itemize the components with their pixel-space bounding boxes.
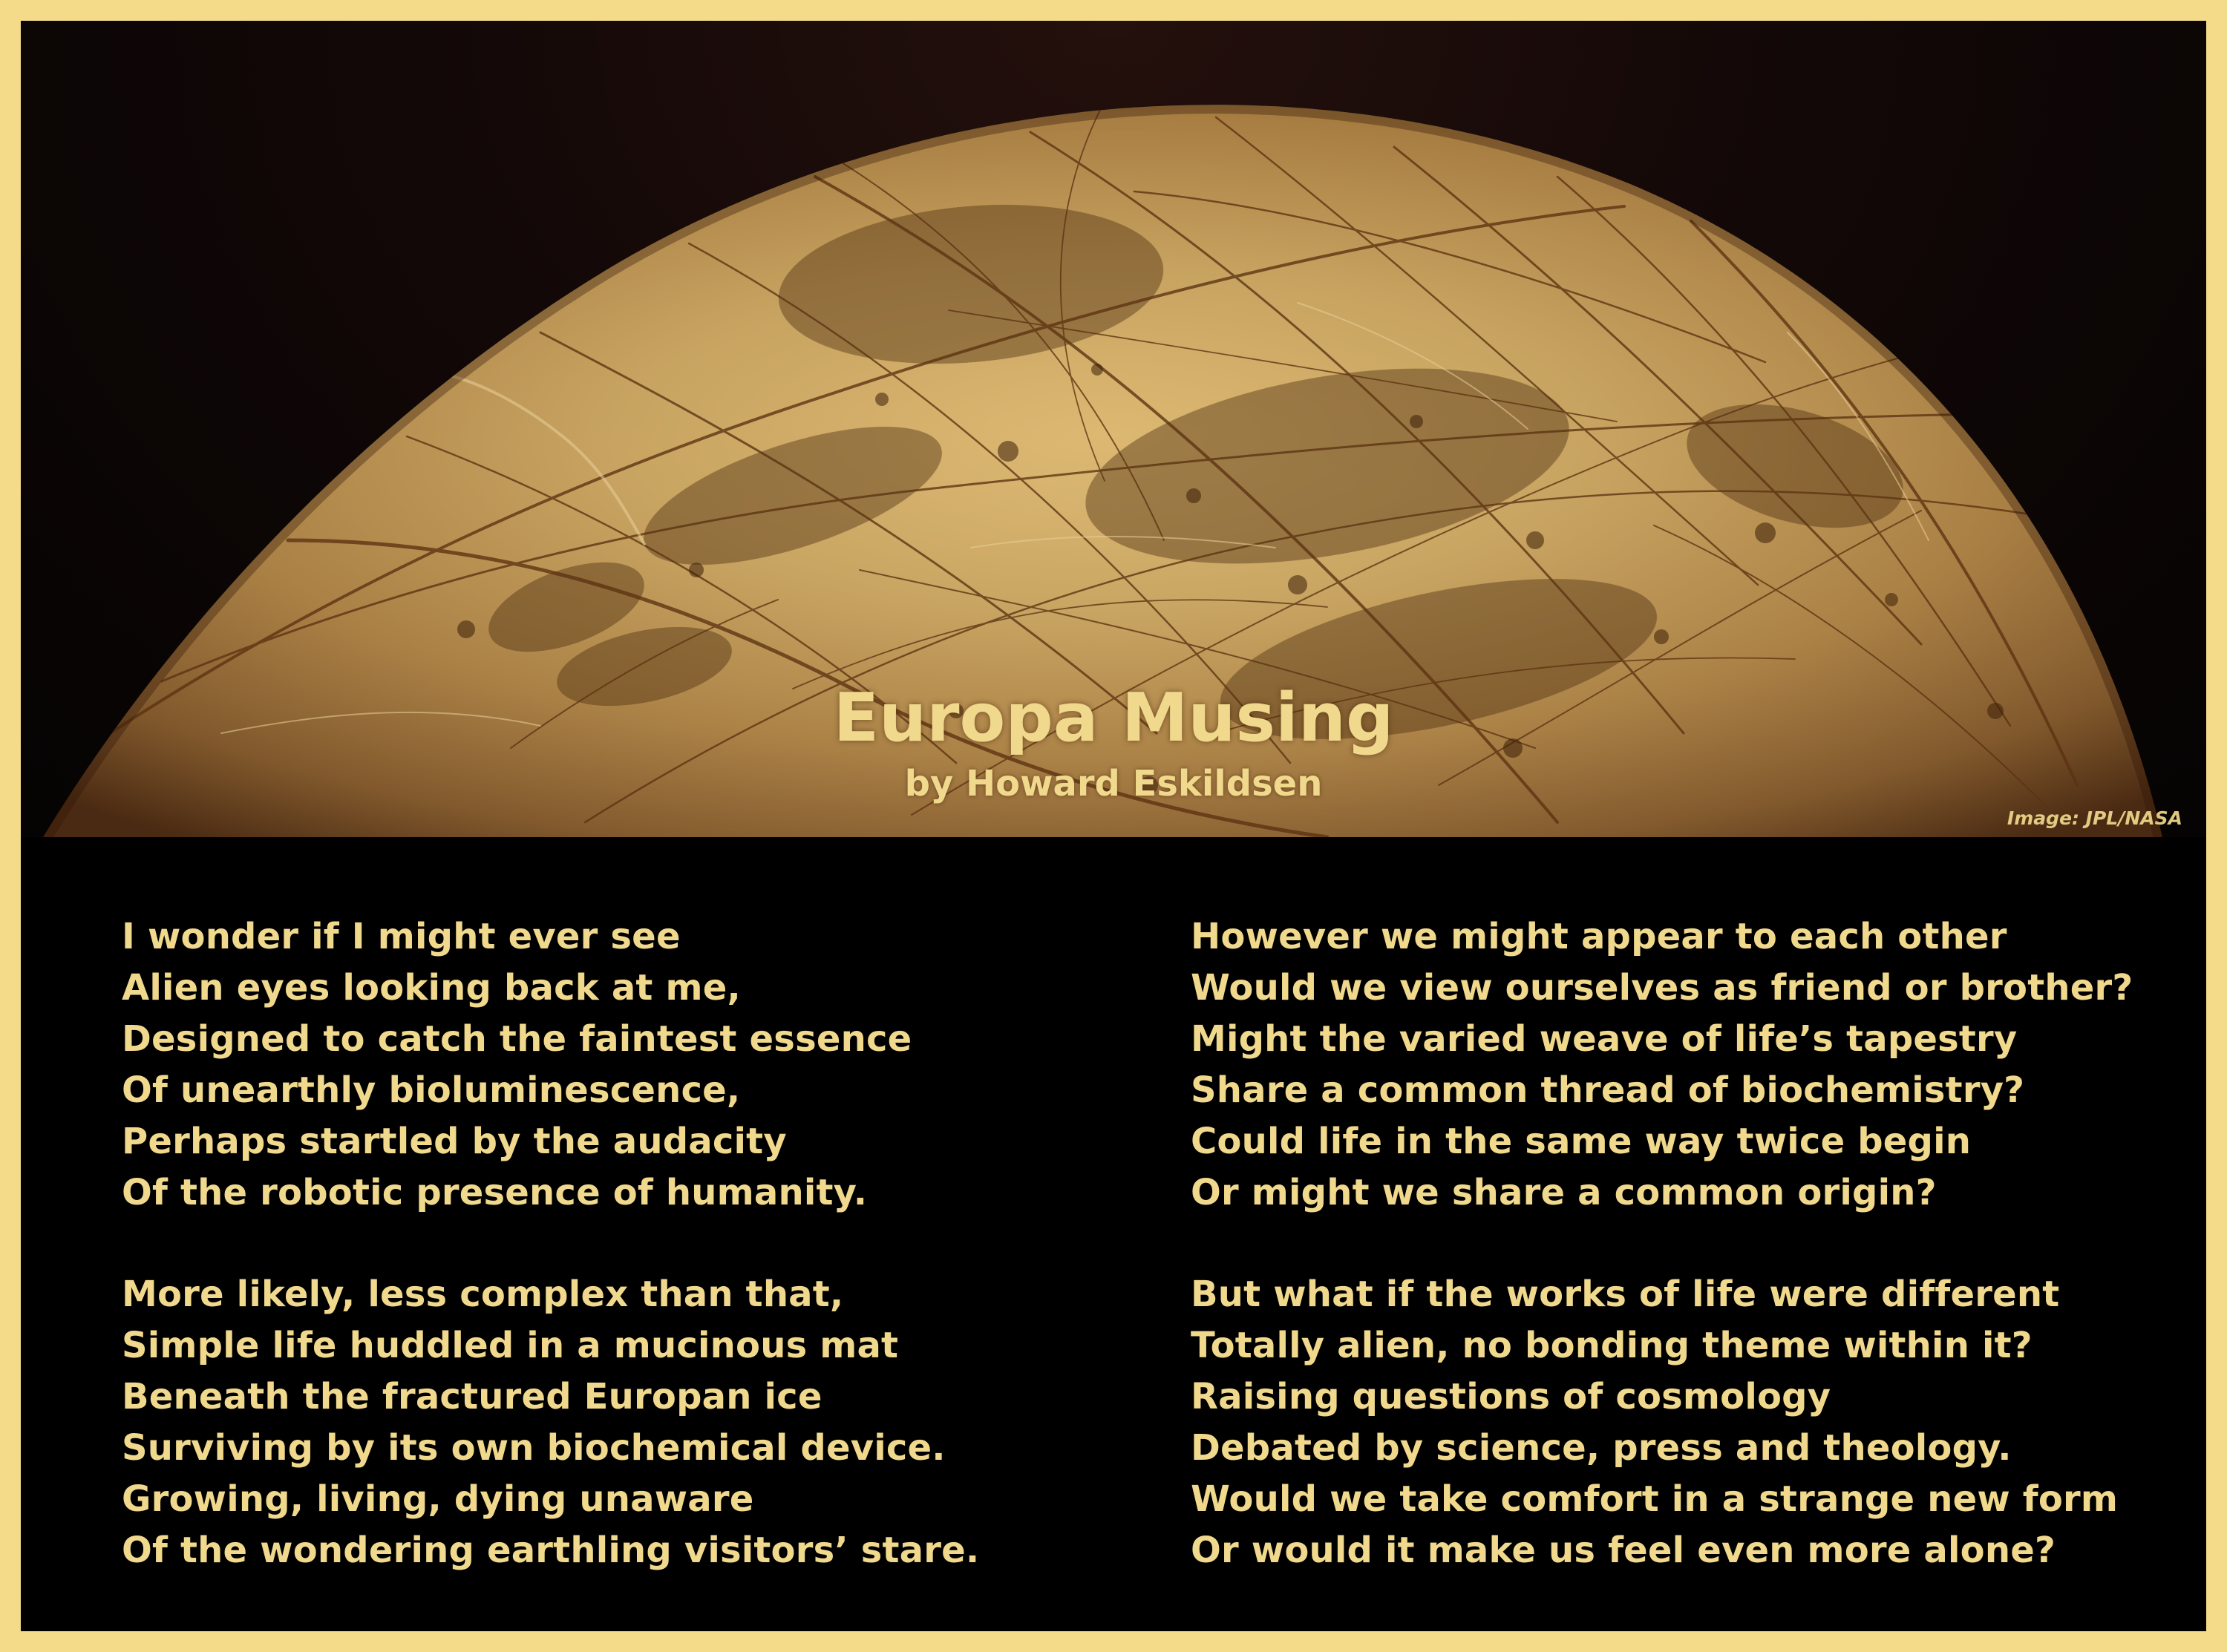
- poem-line: Of the wondering earthling visitors’ stare.: [122, 1530, 980, 1571]
- poem-line: Share a common thread of biochemistry?: [1191, 1069, 2025, 1111]
- poem-line: Or might we share a common origin?: [1191, 1172, 1937, 1213]
- poem-line: Might the varied weave of life’s tapestry: [1191, 1018, 2018, 1060]
- poem-right-column: [1191, 911, 2200, 1576]
- poster-byline: by Howard Eskildsen: [904, 763, 1323, 804]
- poem-line: Raising questions of cosmology: [1191, 1376, 1831, 1417]
- poem-line: Growing, living, dying unaware: [122, 1478, 754, 1520]
- poem-line: Beneath the fractured Europan ice: [122, 1376, 823, 1417]
- poem-line: More likely, less complex than that,: [122, 1274, 844, 1315]
- poem-line: Could life in the same way twice begin: [1191, 1121, 1972, 1162]
- poem-poster: [21, 21, 2206, 1631]
- poster-title: Europa Musing: [833, 679, 1394, 757]
- poem-stanza-right-2: [1191, 1269, 2200, 1576]
- poem-line: But what if the works of life were different: [1191, 1274, 2060, 1315]
- poem-line: Or would it make us feel even more alone?: [1191, 1530, 2056, 1571]
- poem-line: Totally alien, no bonding theme within it?: [1191, 1325, 2033, 1366]
- poem-stanza-left-1: [122, 911, 1131, 1219]
- poem-stanza-right-1: [1191, 911, 2200, 1219]
- europa-image-panel: [21, 21, 2206, 837]
- poem-line: Designed to catch the faintest essence: [122, 1018, 912, 1060]
- poem-line: Would we view ourselves as friend or brother?: [1191, 967, 2133, 1009]
- poem-text: [21, 837, 2206, 1631]
- poem-line: Debated by science, press and theology.: [1191, 1427, 2012, 1469]
- poem-stanza-left-2: [122, 1269, 1131, 1576]
- poem-line: However we might appear to each other: [1191, 916, 2007, 957]
- poem-line: Alien eyes looking back at me,: [122, 967, 741, 1009]
- poem-line: I wonder if I might ever see: [122, 916, 681, 957]
- poem-line: Would we take comfort in a strange new form: [1191, 1478, 2119, 1520]
- image-credit: Image: JPL/NASA: [2007, 807, 2182, 829]
- poem-left-column: [122, 911, 1131, 1576]
- poem-line: Simple life huddled in a mucinous mat: [122, 1325, 899, 1366]
- poem-line: Of the robotic presence of humanity.: [122, 1172, 868, 1213]
- poem-line: Perhaps startled by the audacity: [122, 1121, 787, 1162]
- poem-line: Surviving by its own biochemical device.: [122, 1427, 946, 1469]
- poem-line: Of unearthly bioluminescence,: [122, 1069, 741, 1111]
